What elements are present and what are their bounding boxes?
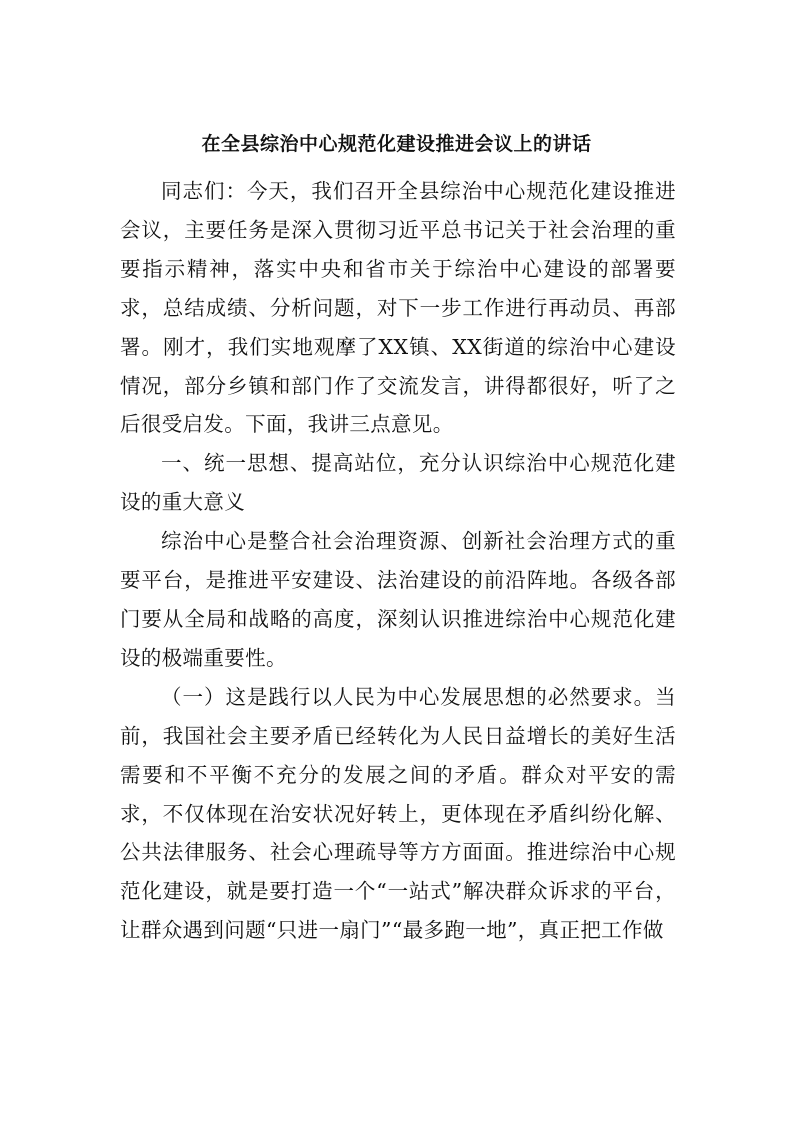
document-title: 在全县综治中心规范化建设推进会议上的讲话: [201, 133, 592, 155]
paragraph-point-1: （一）这是践行以人民为中心发展思想的必然要求。当前，我国社会主要矛盾已经转化为人民日益增长的美好生活需要和不平衡不充分的发展之间的矛盾。群众对平安的需求，不仅体现在治安状况好转上，更体现在矛盾纠纷化解、公共法律服务、社会心理疏导等方方面面。推进综治中心规范化建设，就是要打造一个“一站式”解决群众诉求的平台，让群众遇到问题“只进一扇门”“最多跑一地”，真正把工作做: [120, 684, 676, 943]
document-body: [120, 172, 676, 950]
paragraph-significance: 综治中心是整合社会治理资源、创新社会治理方式的重要平台，是推进平安建设、法治建设的前沿阵地。各级各部门要从全局和战略的高度，深刻认识推进综治中心规范化建设的极端重要性。: [120, 529, 676, 670]
section-heading-1: 一、统一思想、提高站位，充分认识综治中心规范化建设的重大意义: [120, 451, 676, 515]
paragraph-opening: 同志们：今天，我们召开全县综治中心规范化建设推进会议，主要任务是深入贯彻习近平总书记关于社会治理的重要指示精神，落实中央和省市关于综治中心建设的部署要求，总结成绩、分析问题，对下一步工作进行再动员、再部署。刚才，我们实地观摩了XX镇、XX街道的综治中心建设情况，部分乡镇和部门作了交流发言，讲得都很好，听了之后很受启发。下面，我讲三点意见。: [120, 179, 676, 437]
